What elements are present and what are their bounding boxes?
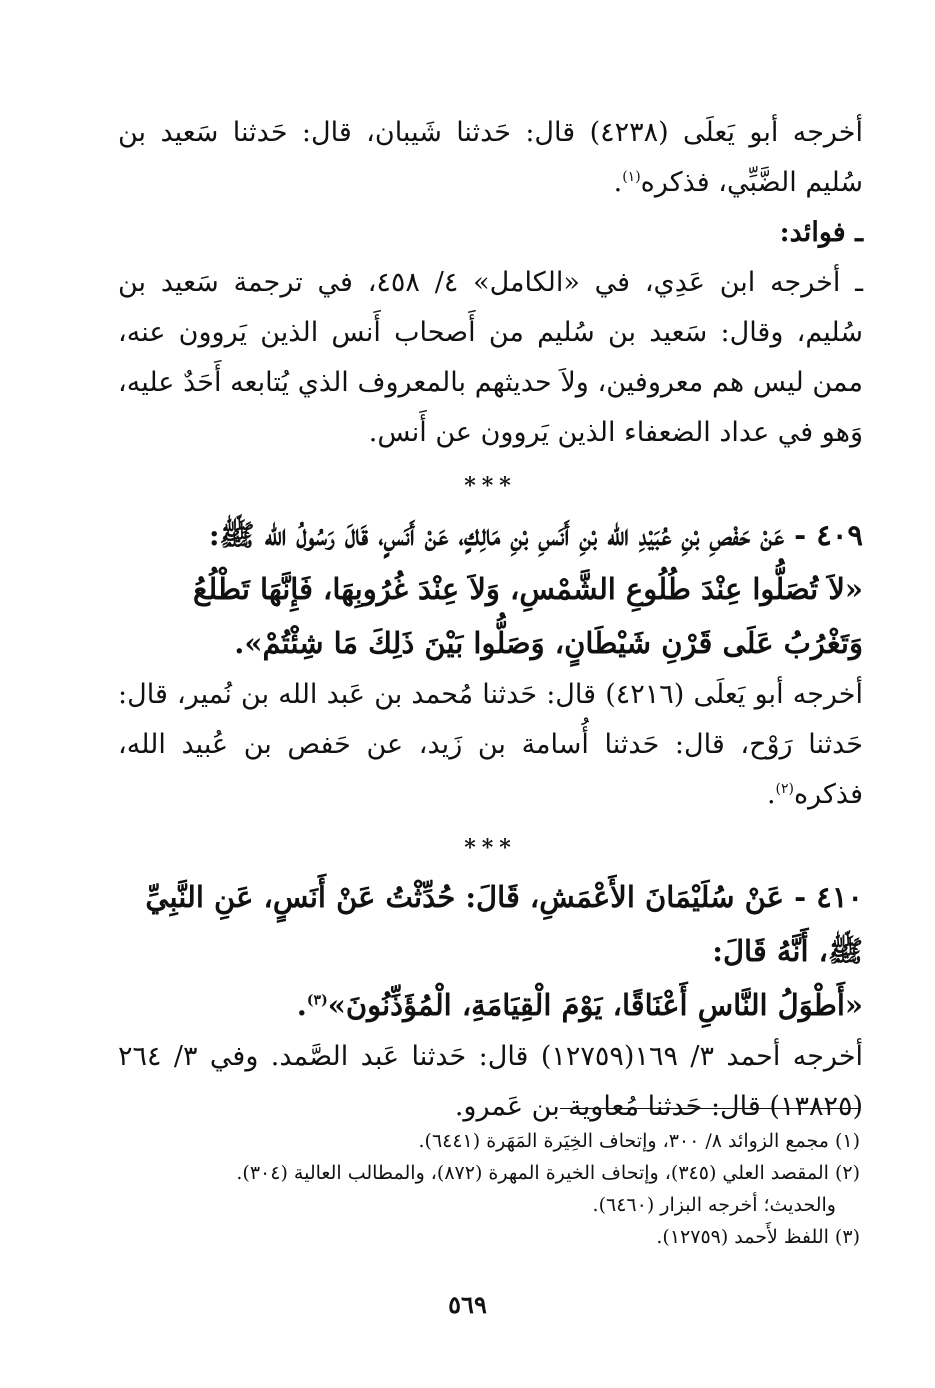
- period: .: [766, 779, 776, 810]
- footnote-2-continuation: والحديث؛ أخرجه البزار (٦٤٦٠).: [592, 1194, 836, 1216]
- hadith-410-takhrij: أخرجه أحمد ٣/ ١٦٩(١٢٧٥٩) قال: حَدثنا عَبد الصَّمد. وفي ٣/ ٢٦٤ (١٣٨٢٥) قال: حَدثنا مُعاوية بن عَمرو.: [118, 1041, 864, 1122]
- takhrij-text: أخرجه أبو يَعلَى (٤٢١٦) قال: حَدثنا مُحمد بن عَبد الله بن نُمير، قال: حَدثنا رَوْح، قال: حَدثنا أُسامة بن زَيد، عن حَفص بن عُبيد الله، فذكره: [118, 679, 863, 810]
- takhrij-text: أخرجه أبو يَعلَى (٤٢٣٨) قال: حَدثنا شَيبان، قال: حَدثنا سَعيد بن سُليم الضَّبِّي، فذكره: [118, 117, 863, 198]
- section-separator: ***: [464, 473, 517, 499]
- period: .: [613, 167, 623, 198]
- footnote-ref: (٣): [306, 992, 328, 1009]
- footnote-2: (٢) المقصد العلي (٣٤٥)، وإتحاف الخيرة المهرة (٨٧٢)، والمطالب العالية (٣٠٤).: [236, 1162, 860, 1184]
- footnote-1: (١) مجمع الزوائد ٨/ ٣٠٠، وإتحاف الخِيَرة المَهَرة (٦٤٤١).: [418, 1130, 860, 1152]
- fawaid-paragraph: ـ أخرجه ابن عَدِي، في «الكامل» ٤/ ٤٥٨، في ترجمة سَعيد بن سُليم، وقال: سَعيد بن سُليم من أَصحاب أَنس الذين يَروون عنه، ممن ليس هم معروفين، ولاَ حديثهم بالمعروف الذي يُتابعه أَحَدٌ عليه، وَهو في عداد الضعفاء الذين يَروون عن أَنس.: [118, 267, 864, 448]
- footnote-ref: (٢): [775, 781, 795, 797]
- section-separator: ***: [464, 835, 517, 861]
- takhrij-paragraph: [118, 108, 863, 208]
- period: .: [296, 988, 307, 1022]
- footnote-divider: [560, 1108, 860, 1109]
- hadith-409-takhrij: [118, 670, 863, 820]
- fawaid-heading: ـ فوائد:: [779, 217, 863, 248]
- hadith-409-text: «لاَ تُصَلُّوا عِنْدَ طُلُوعِ الشَّمْسِ، وَلاَ عِنْدَ غُرُوبِهَا، فَإِنَّهَا تَطْلُعُ وَتَغْرُبُ عَلَى قَرْنِ شَيْطَانٍ، وَصَلُّوا بَيْنَ ذَلِكَ مَا شِئْتُمْ».: [193, 572, 863, 660]
- hadith-410-text: [118, 978, 863, 1032]
- main-text: [118, 108, 863, 1132]
- matn-text: «أَطْوَلُ النَّاسِ أَعْنَاقًا، يَوْمَ الْقِيَامَةِ، الْمُؤَذِّنُونَ»: [327, 988, 863, 1022]
- hadith-409-heading: ٤٠٩ - عَنْ حَفْصِ بْنِ عُبَيْدِ الله بْنِ أَنَسِ بْنِ مَالِكٍ، عَنْ أَنَسٍ، قَالَ رَسُولُ الله ﷺ:: [208, 518, 863, 552]
- footnote-3: (٣) اللفظ لأَحمد (١٢٧٥٩).: [656, 1226, 860, 1248]
- footnote-ref: (١): [622, 169, 641, 185]
- hadith-410-heading: ٤١٠ - عَنْ سُلَيْمَانَ الأَعْمَشِ، قَالَ: حُدِّثْتُ عَنْ أَنَسٍ، عَنِ النَّبِيِّ ﷺ، أَنَّهُ قَالَ:: [145, 880, 863, 968]
- page-number: ٥٦٩: [448, 1290, 487, 1319]
- footnotes: [220, 1125, 860, 1253]
